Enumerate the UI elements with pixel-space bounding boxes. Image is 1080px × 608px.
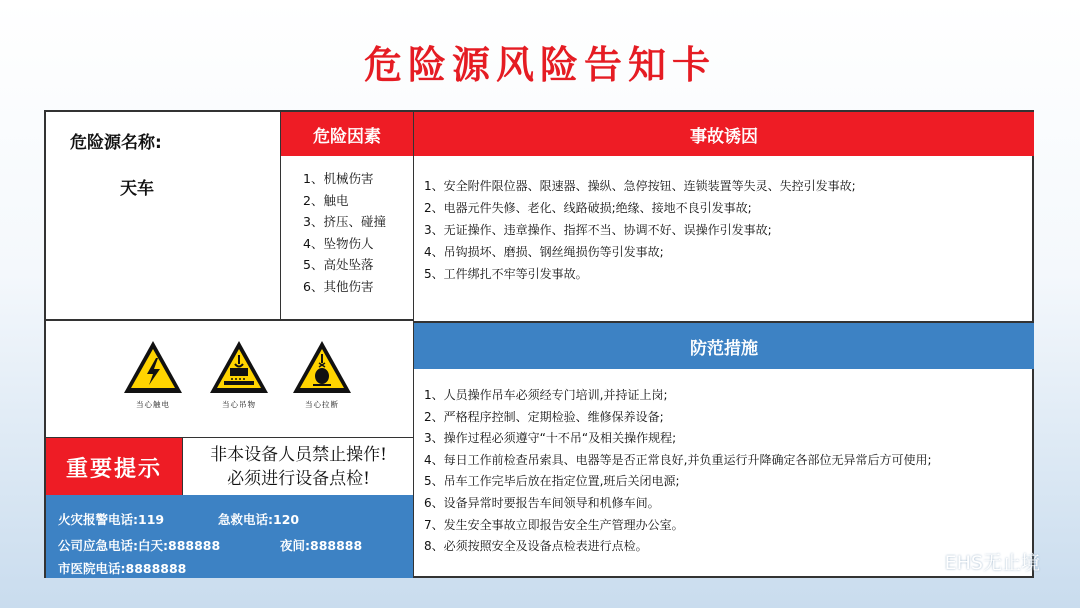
warning-sign-snap	[282, 339, 362, 410]
prevention-header: 防范措施	[414, 321, 1034, 369]
hazard-factors-header: 危险因素	[281, 112, 414, 156]
warning-signs-cell	[46, 321, 414, 437]
list-item: 3、挤压、碰撞	[303, 214, 386, 229]
list-item: 6、设备异常时要报告车间领导和机修车间。	[424, 495, 660, 510]
hospital-phone: 市医院电话:8888888	[58, 561, 187, 576]
emergency-contacts	[46, 495, 414, 578]
accident-causes-list	[414, 156, 1034, 321]
hazard-name-cell	[46, 112, 281, 321]
hazard-factors-list	[281, 156, 414, 321]
important-notice-text	[182, 438, 414, 496]
list-item: 4、每日工作前检查吊索具、电器等是否正常良好,并负重运行升降确定各部位无异常后方可使用;	[424, 452, 932, 467]
warning-sign-label: 当心拉断	[305, 400, 339, 409]
warning-sign-electric	[113, 339, 193, 410]
risk-notice-card	[44, 110, 1034, 578]
warning-sign-load	[199, 339, 279, 410]
prevention-list	[414, 369, 1034, 578]
list-item: 2、触电	[303, 192, 349, 208]
wechat-icon	[909, 551, 939, 573]
night-phone: 夜间:888888	[280, 538, 363, 553]
list-item: 2、电器元件失修、老化、线路破损;绝缘、接地不良引发事故;	[424, 201, 752, 215]
list-item: 2、严格程序控制、定期检验、维修保养设备;	[424, 409, 664, 424]
snap-break-warning-icon	[291, 339, 353, 395]
warning-sign-label: 当心触电	[136, 400, 170, 409]
list-item: 5、高处坠落	[303, 257, 374, 272]
list-item: 7、发生安全事故立即报告安全生产管理办公室。	[424, 517, 684, 532]
notice-line: 非本设备人员禁止操作!	[210, 445, 387, 465]
company-emergency-phone: 公司应急电话:白天:888888	[58, 538, 221, 553]
watermark	[909, 548, 1040, 575]
notice-line: 必须进行设备点检!	[227, 469, 370, 489]
important-notice-badge: 重要提示	[46, 438, 182, 496]
list-item: 1、安全附件限位器、限速器、操纵、急停按钮、连锁装置等失灵、失控引发事故;	[424, 179, 856, 193]
list-item: 4、吊钩损坏、磨损、钢丝绳损伤等引发事故;	[424, 245, 664, 259]
list-item: 4、坠物伤人	[303, 235, 374, 251]
list-item: 1、机械伤害	[303, 171, 374, 186]
list-item: 6、其他伤害	[303, 278, 374, 294]
hazard-name-value: 天车	[120, 179, 154, 199]
page-title: 危险源风险告知卡	[363, 43, 716, 87]
list-item: 3、无证操作、违章操作、指挥不当、协调不好、误操作引发事故;	[424, 223, 772, 237]
warning-sign-label: 当心吊物	[222, 400, 256, 409]
falling-load-warning-icon	[208, 339, 270, 395]
list-item: 3、操作过程必须遵守“十不吊“及相关操作规程;	[424, 431, 677, 446]
list-item: 8、必须按照安全及设备点检表进行点检。	[424, 539, 648, 554]
electric-shock-warning-icon	[122, 339, 184, 395]
list-item: 5、吊车工作完毕后放在指定位置,班后关闭电源;	[424, 474, 680, 489]
ambulance-phone: 急救电话:120	[218, 512, 300, 527]
fire-alarm-phone: 火灾报警电话:119	[58, 512, 165, 527]
hazard-name-label: 危险源名称:	[70, 133, 162, 153]
list-item: 1、人员操作吊车必须经专门培训,并持证上岗;	[424, 388, 668, 402]
accident-causes-header: 事故诱因	[414, 112, 1034, 156]
important-notice	[46, 437, 414, 495]
list-item: 5、工件绑扎不牢等引发事故。	[424, 267, 588, 281]
watermark-text: EHS无止境	[944, 552, 1040, 574]
